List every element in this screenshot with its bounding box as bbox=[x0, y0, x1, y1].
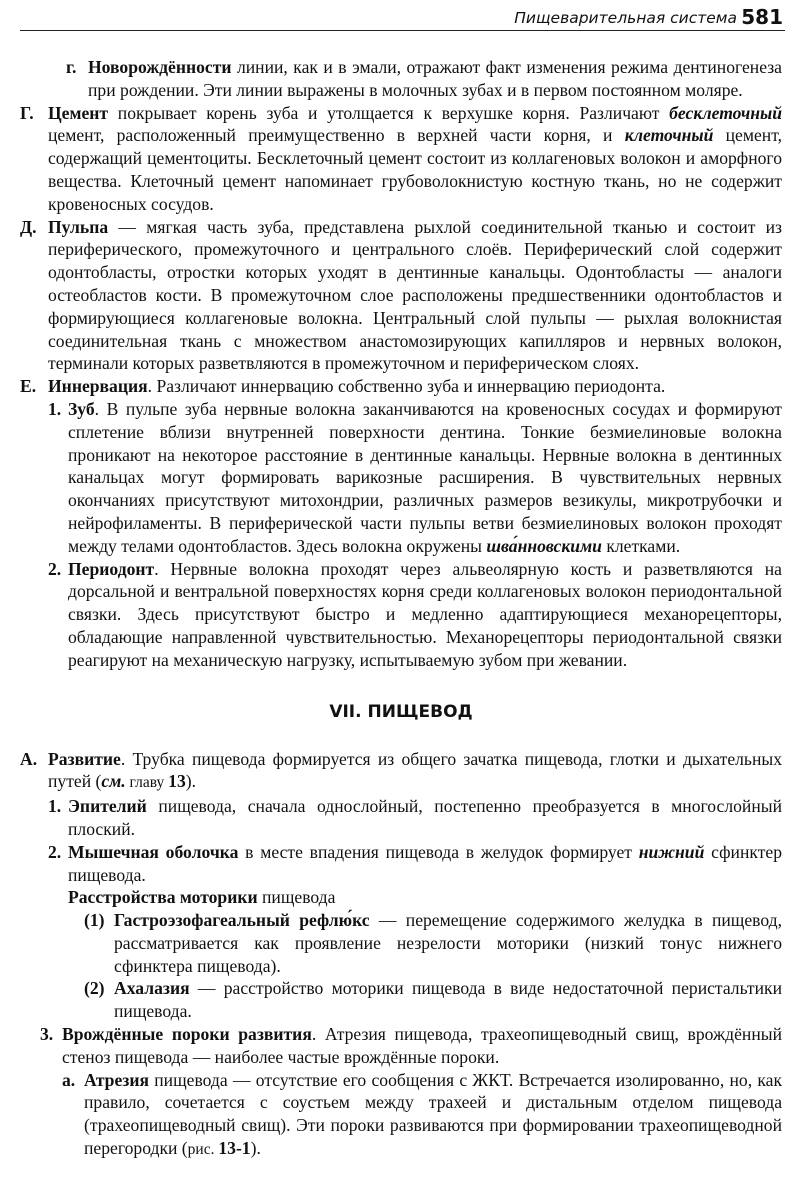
page-body bbox=[20, 56, 782, 1162]
item-E1-tooth bbox=[48, 398, 782, 558]
item-g-neonatal-lines bbox=[66, 56, 782, 102]
item-text: Мышечная оболочка в месте впадения пищевода в желудок формирует нижний сфинктер пищевода. bbox=[68, 841, 783, 885]
item-label: 2. bbox=[48, 841, 62, 862]
item-label: 2. bbox=[48, 558, 62, 579]
item-label: А. bbox=[20, 748, 38, 769]
item-A-development bbox=[20, 748, 782, 796]
subitem-text: Ахалазия — расстройство моторики пищевода в виде недостаточной перистальтики пищевода. bbox=[114, 978, 782, 1022]
section-spacer bbox=[20, 672, 782, 698]
item-E-innervation bbox=[20, 375, 782, 398]
subitem-label: (2) bbox=[84, 978, 105, 999]
running-header bbox=[20, 2, 785, 31]
subitem-achalasia bbox=[84, 977, 782, 1023]
item-A2-muscular-layer bbox=[48, 841, 782, 1023]
item-text: Зуб. В пульпе зуба нервные волокна заканчиваются на кровеносных сосудах и формируют сплетение вблизи внутренней поверхности дентина. Тонкие безмиелиновые волокна проникают на некоторое расстояние в дентинные канальцы. Нервные волокна в дентинных канальцах могут формировать варикозные расширения. В чувствительных нервных окончаниях присутствуют митохондрии, различных размеров везикулы, микротрубочки и нейрофиламенты. В периферической части пульпы ветви безмиелиновых волокон проходят между телами одонтобластов. Здесь волокна окружены шва́нновскими клетками. bbox=[68, 398, 782, 556]
item-text: Новорождённости линии, как и в эмали, отражают факт изменения режима дентиногенеза при рождении. Эти линии выражены в молочных зубах и в первом постоянном моляре. bbox=[88, 57, 782, 100]
section-spacer bbox=[20, 726, 782, 748]
subitem-reflux bbox=[84, 909, 782, 977]
item-label: 1. bbox=[48, 398, 62, 419]
item-label: г. bbox=[66, 57, 77, 77]
item-text: Развитие. Трубка пищевода формируется из общего зачатка пищевода, глотки и дыхательных путей (см. главу 13). bbox=[48, 748, 782, 792]
item-D-pulp bbox=[20, 216, 782, 376]
subitem-atresia bbox=[62, 1069, 782, 1162]
item-text: Врождённые пороки развития. Атрезия пищевода, трахеопищеводный свищ, врождённый стеноз пищевода — наиболее частые врождённые пороки. bbox=[62, 1024, 782, 1067]
item-E2-periodont bbox=[48, 558, 782, 672]
subitem-text: Атрезия пищевода — отсутствие его сообщения с ЖКТ. Встречается изолированно, но, как правило, сочетается с соустьем между трахеей и дистальным отделом пищевода (трахеопищеводный свищ). Эти пороки развиваются при формировании трахеопищеводной перегородки (рис. 13-1). bbox=[84, 1069, 782, 1159]
subitem-label: а. bbox=[62, 1069, 76, 1090]
item-G-cement bbox=[20, 102, 782, 216]
item-A3-congenital-defects bbox=[40, 1023, 782, 1162]
motility-disorders-heading: Расстройства моторики пищевода bbox=[68, 887, 336, 908]
item-label: Г. bbox=[20, 102, 34, 123]
subitem-text: Гастроэзофагеальный рефлю́кс — перемещение содержимого желудка в пищевод, рассматривается как проявление незрелости моторики (низкий тонус нижнего сфинктера пищевода). bbox=[114, 910, 782, 976]
item-text: Цемент покрывает корень зуба и утолщается к верхушке корня. Различают бесклеточный цемент, расположенный преимущественно в верхней части корня, и клеточный цемент, содержащий цементоциты. Бесклеточный цемент состоит из коллагеновых волокон и аморфного вещества. Клеточный цемент напоминает грубоволокнистую костную ткань, но не содержит кровеносных сосудов. bbox=[48, 102, 782, 214]
subitem-label: (1) bbox=[84, 910, 105, 931]
item-A1-epithelium bbox=[48, 795, 782, 841]
section-title: VII. ПИЩЕВОД bbox=[329, 701, 473, 722]
page-number: 581 bbox=[741, 5, 783, 29]
running-header-title: Пищеварительная система bbox=[514, 9, 737, 27]
item-text: Периодонт. Нервные волокна проходят через альвеолярную кость и разветвляются на дорсальной и вентральной поверхностях корня среди коллагеновых волокон периодонтальной связки. Здесь присутствуют быстро и медленно адаптирующиеся механорецепторы, обладающие направленной чувствительностью. Механорецепторы периодонтальной связки реагируют на механическую нагрузку, испытываемую зубом при жевании. bbox=[68, 558, 782, 670]
item-label: 1. bbox=[48, 796, 62, 817]
item-label: Е. bbox=[20, 376, 37, 397]
item-text: Пульпа — мягкая часть зуба, представлена рыхлой соединительной тканью и состоит из периферического, промежуточного и центрального слоёв. Периферический слой содержит одонтобласты, отростки которых уходят в дентинные канальцы. Одонтобласты — аналоги остеобластов кости. В промежуточном слое расположены предшественники одонтобластов и формирующиеся коллагеновые волокна. Центральный слой пульпы — рыхлая волокнистая соединительная ткань с множеством анастомозирующих капилляров и нервных волокон, терминали которых разветвляются в промежуточном и периферическом слоях. bbox=[48, 216, 782, 374]
item-text: Иннервация. Различают иннервацию собственно зуба и иннервацию периодонта. bbox=[48, 376, 666, 397]
item-label: Д. bbox=[20, 216, 37, 237]
item-text: Эпителий пищевода, сначала однослойный, постепенно преобразуется в многослойный плоский. bbox=[68, 796, 782, 839]
item-label: 3. bbox=[40, 1024, 54, 1045]
